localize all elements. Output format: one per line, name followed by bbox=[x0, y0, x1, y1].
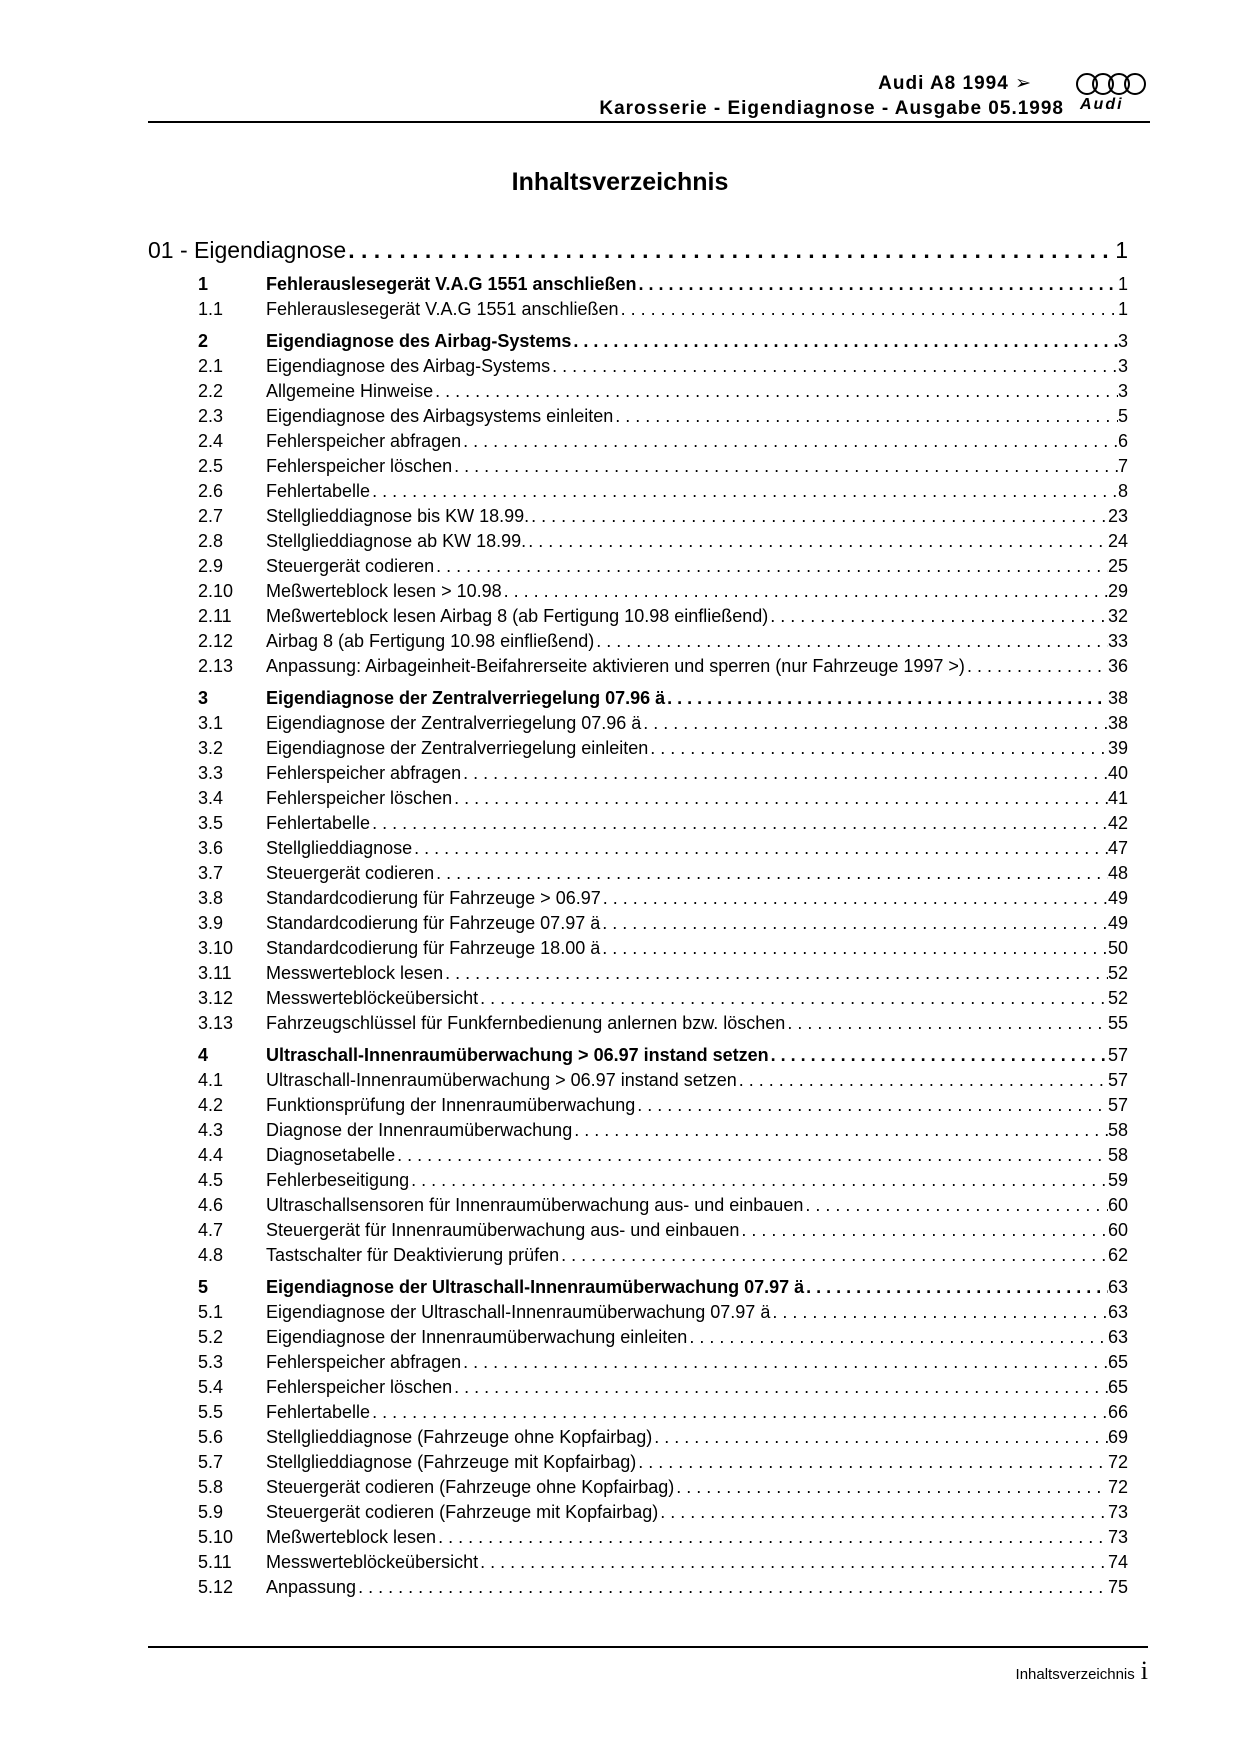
toc-entry-page: 38 bbox=[1107, 688, 1128, 708]
toc-subsection-entry[interactable] bbox=[148, 886, 1128, 911]
toc-leader-dots bbox=[452, 1375, 1108, 1400]
toc-section-group bbox=[148, 1043, 1128, 1268]
toc-subsection-entry[interactable] bbox=[148, 961, 1128, 986]
toc-entry-number: 5.1 bbox=[198, 1302, 224, 1322]
toc-leader-dots bbox=[370, 811, 1108, 836]
toc-entry-number: 2.8 bbox=[198, 531, 224, 551]
toc-entry-number: 3.6 bbox=[198, 838, 224, 858]
toc-entry-number: 2.4 bbox=[198, 431, 224, 451]
toc-leader-dots bbox=[601, 886, 1108, 911]
footer-label: Inhaltsverzeichnis bbox=[1015, 1666, 1135, 1683]
toc-leader-dots bbox=[409, 1168, 1108, 1193]
toc-entry-page: 52 bbox=[1107, 963, 1128, 983]
toc-entry-label: Steuergerät codieren bbox=[266, 863, 435, 883]
toc-entry-number: 2 bbox=[198, 331, 209, 351]
toc-entry-page: 5 bbox=[1117, 406, 1128, 426]
toc-entry-number: 3.7 bbox=[198, 863, 224, 883]
toc-entry-page: 47 bbox=[1107, 838, 1128, 858]
toc-subsection-entry[interactable] bbox=[148, 836, 1128, 861]
toc-entry-number: 3.3 bbox=[198, 763, 224, 783]
toc-leader-dots bbox=[478, 1550, 1108, 1575]
toc-entry-page: 73 bbox=[1107, 1527, 1128, 1547]
toc-entry-label: Fehlerspeicher abfragen bbox=[266, 431, 462, 451]
toc-leader-dots bbox=[641, 711, 1108, 736]
toc-leader-dots bbox=[526, 529, 1108, 554]
toc-entry-number: 3.5 bbox=[198, 813, 224, 833]
toc-leader-dots bbox=[478, 986, 1108, 1011]
toc-entry-page: 42 bbox=[1107, 813, 1128, 833]
toc-entry-page: 57 bbox=[1107, 1095, 1128, 1115]
toc-entry-number: 2.10 bbox=[198, 581, 234, 601]
toc-leader-dots bbox=[687, 1325, 1108, 1350]
toc-entry-number: 3.4 bbox=[198, 788, 224, 808]
toc-entry-number: 5 bbox=[198, 1277, 209, 1297]
toc-subsection-entry[interactable] bbox=[148, 629, 1128, 654]
toc-entry-label: Fehlerspeicher abfragen bbox=[266, 763, 462, 783]
toc-entry-page: 38 bbox=[1107, 713, 1128, 733]
toc-entry-number: 3.12 bbox=[198, 988, 234, 1008]
toc-section-entry[interactable] bbox=[148, 272, 1128, 297]
toc-subsection-entry[interactable] bbox=[148, 1300, 1128, 1325]
toc-entry-number: 2.6 bbox=[198, 481, 224, 501]
toc-subsection-entry[interactable] bbox=[148, 579, 1128, 604]
toc-entry-label: Fehlertabelle bbox=[266, 481, 371, 501]
toc-subsection-entry[interactable] bbox=[148, 861, 1128, 886]
toc-leader-dots bbox=[804, 1275, 1108, 1300]
toc-entry-page: 33 bbox=[1107, 631, 1128, 651]
toc-entry-number: 5.6 bbox=[198, 1427, 224, 1447]
table-of-contents bbox=[148, 235, 1128, 1600]
toc-leader-dots bbox=[803, 1193, 1108, 1218]
toc-subsection-entry[interactable] bbox=[148, 454, 1128, 479]
toc-entry-number: 2.5 bbox=[198, 456, 224, 476]
toc-entry-label: Standardcodierung für Fahrzeuge > 06.97 bbox=[266, 888, 601, 908]
toc-entry-label: Diagnose der Innenraumüberwachung bbox=[266, 1120, 573, 1140]
toc-entry-label: Eigendiagnose der Zentralverriegelung 07.96 ä bbox=[266, 688, 666, 708]
toc-leader-dots bbox=[636, 1450, 1108, 1475]
toc-subsection-entry[interactable] bbox=[148, 1425, 1128, 1450]
toc-entry-page: 29 bbox=[1107, 581, 1128, 601]
toc-sections bbox=[148, 272, 1128, 1600]
toc-leader-dots bbox=[648, 736, 1108, 761]
toc-leader-dots bbox=[370, 1400, 1108, 1425]
toc-entry-number: 1 bbox=[198, 274, 209, 294]
header-model: Audi A8 1994 ➢ bbox=[878, 73, 1032, 94]
toc-entry-page: 32 bbox=[1107, 606, 1128, 626]
toc-subsection-entry[interactable] bbox=[148, 1143, 1128, 1168]
toc-leader-dots bbox=[356, 1575, 1108, 1600]
toc-entry-number: 4.4 bbox=[198, 1145, 224, 1165]
footer-page-number: i bbox=[1140, 1656, 1148, 1685]
toc-leader-dots bbox=[436, 1525, 1108, 1550]
toc-entry-number: 4.7 bbox=[198, 1220, 224, 1240]
toc-entry-number: 4.2 bbox=[198, 1095, 224, 1115]
toc-entry-page: 25 bbox=[1107, 556, 1128, 576]
toc-entry-label: Fehlerspeicher löschen bbox=[266, 788, 453, 808]
toc-leader-dots bbox=[443, 961, 1108, 986]
toc-entry-label: Fehlerspeicher löschen bbox=[266, 1377, 453, 1397]
toc-entry-page: 3 bbox=[1117, 356, 1128, 376]
toc-leader-dots bbox=[461, 1350, 1108, 1375]
toc-entry-number: 3.11 bbox=[198, 963, 232, 983]
toc-entry-label: Fehlertabelle bbox=[266, 1402, 371, 1422]
toc-leader-dots bbox=[529, 504, 1108, 529]
toc-subsection-entry[interactable] bbox=[148, 429, 1128, 454]
toc-subsection-entry[interactable] bbox=[148, 1325, 1128, 1350]
toc-entry-label: Ultraschall-Innenraumüberwachung > 06.97 instand setzen bbox=[266, 1070, 737, 1090]
toc-subsection-entry[interactable] bbox=[148, 529, 1128, 554]
toc-entry-page: 73 bbox=[1107, 1502, 1128, 1522]
toc-entry-label: Ultraschall-Innenraumüberwachung > 06.97 instand setzen bbox=[266, 1045, 769, 1065]
toc-entry-number: 5.12 bbox=[198, 1577, 234, 1597]
toc-entry-number: 3.8 bbox=[198, 888, 224, 908]
toc-subsection-entry[interactable] bbox=[148, 1218, 1128, 1243]
toc-subsection-entry[interactable] bbox=[148, 1350, 1128, 1375]
toc-entry-number: 4.6 bbox=[198, 1195, 224, 1215]
toc-entry-page: 60 bbox=[1107, 1195, 1128, 1215]
toc-leader-dots bbox=[674, 1475, 1108, 1500]
toc-entry-page: 48 bbox=[1107, 863, 1128, 883]
toc-subsection-entry[interactable] bbox=[148, 1011, 1128, 1036]
toc-entry-page: 63 bbox=[1107, 1302, 1128, 1322]
toc-section-group bbox=[148, 329, 1128, 679]
toc-leader-dots bbox=[452, 454, 1118, 479]
toc-entry-label: Anpassung: Airbageinheit-Beifahrerseite aktivieren und sperren (nur Fahrzeuge 1997 >) bbox=[266, 656, 965, 676]
toc-subsection-entry[interactable] bbox=[148, 936, 1128, 961]
toc-entry-page: 40 bbox=[1107, 763, 1128, 783]
toc-entry-page: 23 bbox=[1107, 506, 1128, 526]
toc-entry-page: 58 bbox=[1107, 1120, 1128, 1140]
toc-entry-number: 5.5 bbox=[198, 1402, 224, 1422]
toc-entry-label: Steuergerät codieren bbox=[266, 556, 435, 576]
toc-entry-page: 7 bbox=[1117, 456, 1128, 476]
toc-subsection-entry[interactable] bbox=[148, 1500, 1128, 1525]
toc-entry-number: 3.10 bbox=[198, 938, 234, 958]
toc-entry-page: 3 bbox=[1117, 381, 1128, 401]
toc-leader-dots bbox=[768, 604, 1108, 629]
toc-entry-number: 4.5 bbox=[198, 1170, 224, 1190]
toc-subsection-entry[interactable] bbox=[148, 1475, 1128, 1500]
toc-entry-number: 2.1 bbox=[198, 356, 224, 376]
toc-entry-label: Diagnosetabelle bbox=[266, 1145, 396, 1165]
toc-entry-page: 65 bbox=[1107, 1352, 1128, 1372]
toc-section-entry[interactable] bbox=[148, 1275, 1128, 1300]
toc-subsection-entry[interactable] bbox=[148, 1243, 1128, 1268]
toc-entry-number: 1.1 bbox=[198, 299, 224, 319]
toc-entry-label: Eigendiagnose der Ultraschall-Innenraumüberwachung 07.97 ä bbox=[266, 1302, 771, 1322]
header-subtitle: Karosserie - Eigendiagnose - Ausgabe 05.1998 bbox=[599, 98, 1064, 119]
toc-entry-number: 2.11 bbox=[198, 606, 232, 626]
toc-entry-number: 5.10 bbox=[198, 1527, 234, 1547]
toc-entry-label: Allgemeine Hinweise bbox=[266, 381, 434, 401]
toc-subsection-entry[interactable] bbox=[148, 1375, 1128, 1400]
toc-entry-label: Stellglieddiagnose bis KW 18.99. bbox=[266, 506, 530, 526]
toc-entry-page: 75 bbox=[1107, 1577, 1128, 1597]
toc-entry-page: 72 bbox=[1107, 1452, 1128, 1472]
toc-entry-label: Meßwerteblock lesen Airbag 8 (ab Fertigung 10.98 einfließend) bbox=[266, 606, 769, 626]
toc-entry-label: Eigendiagnose der Zentralverriegelung einleiten bbox=[266, 738, 649, 758]
toc-entry-page: 65 bbox=[1107, 1377, 1128, 1397]
toc-entry-page: 1 bbox=[1117, 274, 1128, 294]
toc-entry-page: 50 bbox=[1107, 938, 1128, 958]
toc-entry-page: 60 bbox=[1107, 1220, 1128, 1240]
toc-entry-page: 8 bbox=[1117, 481, 1128, 501]
toc-subsection-entry[interactable] bbox=[148, 761, 1128, 786]
toc-entry-label: Fahrzeugschlüssel für Funkfernbedienung anlernen bzw. löschen bbox=[266, 1013, 786, 1033]
toc-leader-dots bbox=[594, 629, 1108, 654]
audi-logo bbox=[1074, 72, 1150, 118]
toc-leader-dots bbox=[739, 1218, 1108, 1243]
toc-entry-label: Standardcodierung für Fahrzeuge 07.97 ä bbox=[266, 913, 601, 933]
toc-entry-page: 49 bbox=[1107, 913, 1128, 933]
toc-leader-dots bbox=[572, 1118, 1108, 1143]
toc-entry-page: 6 bbox=[1117, 431, 1128, 451]
toc-entry-number: 3.1 bbox=[198, 713, 224, 733]
toc-entry-page: 57 bbox=[1107, 1045, 1128, 1065]
toc-leader-dots bbox=[613, 404, 1118, 429]
toc-subsection-entry[interactable] bbox=[148, 554, 1128, 579]
toc-entry-label: Stellglieddiagnose ab KW 18.99. bbox=[266, 531, 527, 551]
toc-entry-number: 5.4 bbox=[198, 1377, 224, 1397]
toc-leader-dots bbox=[769, 1043, 1108, 1068]
toc-entry-page: 36 bbox=[1107, 656, 1128, 676]
toc-leader-dots bbox=[965, 654, 1108, 679]
toc-leader-dots bbox=[559, 1243, 1108, 1268]
toc-entry-label: Messwerteblock lesen bbox=[266, 963, 444, 983]
toc-entry-label: Funktionsprüfung der Innenraumüberwachung bbox=[266, 1095, 636, 1115]
toc-entry-label: Fehlerspeicher abfragen bbox=[266, 1352, 462, 1372]
toc-subsection-entry[interactable] bbox=[148, 479, 1128, 504]
toc-leader-dots bbox=[434, 554, 1108, 579]
toc-entry-number: 5.8 bbox=[198, 1477, 224, 1497]
toc-entry-label: Fehlerauslesegerät V.A.G 1551 anschließen bbox=[266, 299, 619, 319]
toc-subsection-entry[interactable] bbox=[148, 1575, 1128, 1600]
toc-subsection-entry[interactable] bbox=[148, 1400, 1128, 1425]
toc-entry-page: 57 bbox=[1107, 1070, 1128, 1090]
toc-entry-number: 4 bbox=[198, 1045, 209, 1065]
toc-entry-page: 58 bbox=[1107, 1145, 1128, 1165]
toc-entry-label: Eigendiagnose der Zentralverriegelung 07.96 ä bbox=[266, 713, 642, 733]
toc-entry-number: 2.7 bbox=[198, 506, 224, 526]
toc-leader-dots bbox=[412, 836, 1108, 861]
toc-leader-dots bbox=[461, 761, 1108, 786]
toc-entry-number: 3.9 bbox=[198, 913, 224, 933]
toc-entry-page: 49 bbox=[1107, 888, 1128, 908]
toc-subsection-entry[interactable] bbox=[148, 404, 1128, 429]
toc-entry-number: 4.3 bbox=[198, 1120, 224, 1140]
toc-chapter-page: 1 bbox=[1115, 237, 1128, 263]
toc-leader-dots bbox=[550, 354, 1118, 379]
toc-entry-label: Messwerteblöckeübersicht bbox=[266, 1552, 479, 1572]
page-header bbox=[148, 70, 1150, 122]
toc-entry-page: 1 bbox=[1117, 299, 1128, 319]
toc-entry-number: 3.2 bbox=[198, 738, 224, 758]
toc-entry-page: 69 bbox=[1107, 1427, 1128, 1447]
toc-leader-dots bbox=[461, 429, 1118, 454]
toc-section-entry[interactable] bbox=[148, 686, 1128, 711]
toc-entry-label: Standardcodierung für Fahrzeuge 18.00 ä bbox=[266, 938, 601, 958]
toc-entry-page: 39 bbox=[1107, 738, 1128, 758]
toc-subsection-entry[interactable] bbox=[148, 736, 1128, 761]
toc-entry-label: Eigendiagnose des Airbag-Systems bbox=[266, 331, 572, 351]
toc-entry-page: 24 bbox=[1107, 531, 1128, 551]
toc-entry-number: 4.1 bbox=[198, 1070, 224, 1090]
toc-subsection-entry[interactable] bbox=[148, 1168, 1128, 1193]
toc-leader-dots bbox=[665, 686, 1108, 711]
toc-entry-number: 5.9 bbox=[198, 1502, 224, 1522]
toc-entry-label: Stellglieddiagnose bbox=[266, 838, 413, 858]
toc-leader-dots bbox=[737, 1068, 1108, 1093]
toc-subsection-entry[interactable] bbox=[148, 1068, 1128, 1093]
toc-entry-page: 41 bbox=[1107, 788, 1128, 808]
toc-subsection-entry[interactable] bbox=[148, 1193, 1128, 1218]
toc-entry-label: Tastschalter für Deaktivierung prüfen bbox=[266, 1245, 560, 1265]
toc-entry-number: 3 bbox=[198, 688, 209, 708]
toc-entry-page: 62 bbox=[1107, 1245, 1128, 1265]
toc-subsection-entry[interactable] bbox=[148, 654, 1128, 679]
toc-entry-label: Fehlerspeicher löschen bbox=[266, 456, 453, 476]
toc-entry-page: 59 bbox=[1107, 1170, 1128, 1190]
toc-section-entry[interactable] bbox=[148, 329, 1128, 354]
toc-subsection-entry[interactable] bbox=[148, 1550, 1128, 1575]
toc-subsection-entry[interactable] bbox=[148, 354, 1128, 379]
toc-entry-label: Eigendiagnose des Airbagsystems einleiten bbox=[266, 406, 614, 426]
toc-leader-dots bbox=[770, 1300, 1108, 1325]
toc-leader-dots bbox=[452, 786, 1108, 811]
footer-divider bbox=[148, 1646, 1148, 1648]
toc-subsection-entry[interactable] bbox=[148, 986, 1128, 1011]
toc-section-group bbox=[148, 272, 1128, 322]
toc-leader-dots bbox=[433, 379, 1118, 404]
page-title: Inhaltsverzeichnis bbox=[511, 168, 729, 196]
toc-entry-number: 2.12 bbox=[198, 631, 234, 651]
toc-entry-number: 2.3 bbox=[198, 406, 224, 426]
toc-section-group bbox=[148, 1275, 1128, 1600]
toc-entry-label: Eigendiagnose des Airbag-Systems bbox=[266, 356, 551, 376]
toc-subsection-entry[interactable] bbox=[148, 379, 1128, 404]
toc-subsection-entry[interactable] bbox=[148, 1525, 1128, 1550]
toc-subsection-entry[interactable] bbox=[148, 911, 1128, 936]
toc-entry-page: 74 bbox=[1107, 1552, 1128, 1572]
toc-entry-page: 63 bbox=[1107, 1277, 1128, 1297]
toc-leader-dots bbox=[785, 1011, 1108, 1036]
toc-leader-dots bbox=[370, 479, 1118, 504]
toc-subsection-entry[interactable] bbox=[148, 1093, 1128, 1118]
toc-leader-dots bbox=[600, 911, 1108, 936]
toc-entry-label: Fehlertabelle bbox=[266, 813, 371, 833]
toc-leader-dots bbox=[600, 936, 1108, 961]
toc-subsection-entry[interactable] bbox=[148, 604, 1128, 629]
toc-entry-number: 5.2 bbox=[198, 1327, 224, 1347]
toc-entry-page: 66 bbox=[1107, 1402, 1128, 1422]
toc-entry-label: Steuergerät codieren (Fahrzeuge ohne Kopfairbag) bbox=[266, 1477, 675, 1497]
toc-entry-page: 72 bbox=[1107, 1477, 1128, 1497]
toc-entry-label: Ultraschallsensoren für Innenraumüberwachung aus- und einbauen bbox=[266, 1195, 804, 1215]
toc-leader-dots bbox=[434, 861, 1108, 886]
toc-subsection-entry[interactable] bbox=[148, 711, 1128, 736]
toc-entry-label: Meßwerteblock lesen bbox=[266, 1527, 437, 1547]
page-footer bbox=[1016, 1656, 1148, 1686]
toc-entry-label: Eigendiagnose der Ultraschall-Innenraumüberwachung 07.97 ä bbox=[266, 1277, 805, 1297]
toc-chapter-entry[interactable] bbox=[148, 235, 1128, 265]
toc-entry-label: Steuergerät codieren (Fahrzeuge mit Kopfairbag) bbox=[266, 1502, 659, 1522]
toc-leader-dots bbox=[637, 272, 1118, 297]
toc-entry-label: Steuergerät für Innenraumüberwachung aus- und einbauen bbox=[266, 1220, 740, 1240]
audi-rings-icon bbox=[1074, 72, 1150, 96]
toc-entry-label: Stellglieddiagnose (Fahrzeuge mit Kopfairbag) bbox=[266, 1452, 637, 1472]
toc-entry-number: 2.2 bbox=[198, 381, 224, 401]
toc-leader-dots bbox=[571, 329, 1118, 354]
toc-entry-number: 5.11 bbox=[198, 1552, 232, 1572]
toc-entry-number: 3.13 bbox=[198, 1013, 234, 1033]
toc-entry-label: Fehlerbeseitigung bbox=[266, 1170, 410, 1190]
toc-leader-dots bbox=[395, 1143, 1108, 1168]
toc-entry-label: Eigendiagnose der Innenraumüberwachung einleiten bbox=[266, 1327, 688, 1347]
toc-entry-number: 2.9 bbox=[198, 556, 224, 576]
toc-entry-label: Meßwerteblock lesen > 10.98 bbox=[266, 581, 502, 601]
toc-entry-label: Airbag 8 (ab Fertigung 10.98 einfließend) bbox=[266, 631, 595, 651]
toc-section-entry[interactable] bbox=[148, 1043, 1128, 1068]
toc-entry-page: 63 bbox=[1107, 1327, 1128, 1347]
toc-leader-dots bbox=[652, 1425, 1108, 1450]
toc-entry-label: Messwerteblöckeübersicht bbox=[266, 988, 479, 1008]
toc-subsection-entry[interactable] bbox=[148, 297, 1128, 322]
toc-entry-label: Stellglieddiagnose (Fahrzeuge ohne Kopfairbag) bbox=[266, 1427, 653, 1447]
toc-leader-dots bbox=[658, 1500, 1108, 1525]
toc-subsection-entry[interactable] bbox=[148, 1118, 1128, 1143]
toc-leader-dots bbox=[619, 297, 1118, 322]
toc-entry-page: 55 bbox=[1107, 1013, 1128, 1033]
toc-subsection-entry[interactable] bbox=[148, 811, 1128, 836]
audi-logo-word: Audi bbox=[1080, 96, 1124, 113]
toc-section-group bbox=[148, 686, 1128, 1036]
toc-subsection-entry[interactable] bbox=[148, 504, 1128, 529]
toc-entry-label: Fehlerauslesegerät V.A.G 1551 anschließen bbox=[266, 274, 637, 294]
toc-leader-dots bbox=[635, 1093, 1108, 1118]
toc-entry-number: 4.8 bbox=[198, 1245, 224, 1265]
toc-entry-number: 5.3 bbox=[198, 1352, 224, 1372]
header-divider bbox=[148, 121, 1150, 123]
toc-leader-dots bbox=[502, 579, 1108, 604]
toc-subsection-entry[interactable] bbox=[148, 786, 1128, 811]
toc-entry-number: 5.7 bbox=[198, 1452, 224, 1472]
toc-entry-label: Anpassung bbox=[266, 1577, 357, 1597]
toc-entry-page: 3 bbox=[1117, 331, 1128, 351]
toc-chapter-label: 01 - Eigendiagnose bbox=[148, 237, 347, 263]
toc-entry-number: 2.13 bbox=[198, 656, 234, 676]
toc-leader-dots bbox=[346, 235, 1115, 265]
toc-subsection-entry[interactable] bbox=[148, 1450, 1128, 1475]
toc-entry-page: 52 bbox=[1107, 988, 1128, 1008]
